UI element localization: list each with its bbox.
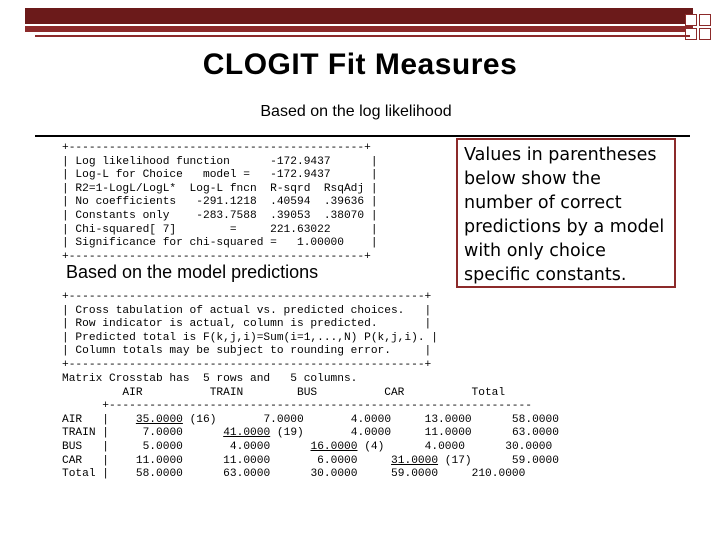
box-border: +--------------------------------------------+: [62, 142, 371, 154]
matrix-cell: 4.0000: [229, 440, 271, 453]
matrix-cell-constant-prediction: (17): [438, 454, 472, 467]
matrix-row: Total | 58.0000 63.0000 30.0000 59.0000 210.0000: [62, 468, 526, 481]
top-bar-band: [25, 8, 693, 24]
matrix-cell: 31.0000: [391, 454, 439, 467]
matrix-row-label: TRAIN: [62, 427, 96, 440]
fit-line: | Significance for chi-squared = 1.00000 |: [62, 237, 378, 250]
matrix-cell: 5.0000: [142, 440, 183, 453]
slide-top-bar: [25, 8, 693, 38]
matrix-cell: 13.0000: [424, 413, 472, 426]
matrix-cell: 30.0000: [310, 468, 358, 481]
fit-measures-box: [62, 142, 378, 264]
matrix-cell: 6.0000: [317, 454, 358, 467]
pred-line: | Column totals may be subject to rounding error. |: [62, 345, 432, 358]
matrix-rows: [62, 414, 559, 480]
matrix-cell: 4.0000: [350, 413, 392, 426]
matrix-cell: 16.0000: [310, 440, 358, 453]
slide-title: CLOGIT Fit Measures: [202, 48, 518, 81]
title-rule: [35, 35, 690, 37]
matrix-cell: 58.0000: [511, 413, 559, 426]
section-divider: [35, 135, 690, 137]
matrix-column-header: AIR TRAIN BUS CAR Total: [62, 386, 506, 399]
matrix-cell: 63.0000: [223, 468, 271, 481]
matrix-row: AIR | 35.0000 (16) 7.0000 4.0000 13.0000 58.0000: [62, 413, 559, 426]
parentheses-note: Values in parentheses below show the number of correct predictions by a model with only choice specific constants.: [456, 138, 676, 288]
box-border: +-----------------------------------------------------+: [62, 291, 432, 303]
matrix-cell-constant-prediction: (19): [270, 427, 304, 440]
matrix-row-label: Total: [62, 468, 96, 481]
matrix-cell: 4.0000: [350, 427, 392, 440]
matrix-cell: 4.0000: [424, 440, 465, 453]
matrix-cell: 41.0000: [223, 427, 271, 440]
matrix-cell-constant-prediction: (16): [182, 413, 217, 426]
matrix-cell: 210.0000: [471, 468, 526, 481]
decorative-square-icon: [685, 28, 697, 40]
predictions-heading: Based on the model predictions: [66, 262, 319, 282]
matrix-cell: 30.0000: [505, 440, 553, 453]
slide-subtitle: Based on the log likelihood: [260, 103, 452, 120]
box-border: +--------------------------------------------+: [62, 250, 371, 263]
predictions-box: [62, 291, 438, 373]
matrix-header: Matrix Crosstab has 5 rows and 5 columns.: [62, 373, 358, 385]
decorative-square-icon: [685, 14, 697, 26]
matrix-cell: 58.0000: [135, 468, 183, 481]
matrix-row: TRAIN | 7.0000 41.0000 (19) 4.0000 11.0000 63.0000: [62, 427, 559, 440]
matrix-cell: 11.0000: [135, 454, 183, 467]
matrix-rule: +---------------------------------------------------------------: [62, 400, 532, 413]
decorative-square-icon: [699, 14, 711, 26]
fit-line: | Log likelihood function -172.9437 |: [62, 155, 378, 168]
matrix-cell: 59.0000: [511, 454, 559, 467]
matrix-row-label: CAR: [62, 454, 83, 467]
fit-line: | R2=1-LogL/LogL* Log-L fncn R-sqrd RsqAdj |: [62, 182, 378, 195]
fit-line: | No coefficients -291.1218 .40594 .39636 |: [62, 196, 378, 209]
box-border: +-----------------------------------------------------+: [62, 358, 432, 371]
pred-line: | Predicted total is F(k,j,i)=Sum(i=1,...,N) P(k,j,i). |: [62, 331, 438, 344]
fit-line: | Chi-squared[ 7] = 221.63022 |: [62, 223, 378, 236]
matrix-row-label: BUS: [62, 440, 83, 453]
matrix-row: BUS | 5.0000 4.0000 16.0000 (4) 4.0000 30.0000: [62, 440, 553, 453]
fit-line: | Log-L for Choice model = -172.9437 |: [62, 169, 378, 182]
matrix-cell: 35.0000: [135, 413, 183, 426]
decorative-square-icon: [699, 28, 711, 40]
matrix-cell-constant-prediction: (4): [357, 440, 385, 453]
crosstab-matrix: [62, 373, 559, 482]
matrix-row: CAR | 11.0000 11.0000 6.0000 31.0000 (17) 59.0000: [62, 454, 559, 467]
top-bar-accent: [25, 26, 693, 32]
matrix-cell: 59.0000: [391, 468, 439, 481]
matrix-cell: 7.0000: [263, 413, 304, 426]
matrix-cell: 11.0000: [223, 454, 271, 467]
pred-line: | Row indicator is actual, column is predicted. |: [62, 318, 432, 331]
matrix-row-label: AIR: [62, 413, 83, 426]
matrix-cell: 11.0000: [424, 427, 472, 440]
matrix-cell: 7.0000: [142, 427, 183, 440]
pred-line: | Cross tabulation of actual vs. predicted choices. |: [62, 304, 432, 317]
fit-line: | Constants only -283.7588 .39053 .38070 |: [62, 209, 378, 222]
matrix-cell: 63.0000: [511, 427, 559, 440]
